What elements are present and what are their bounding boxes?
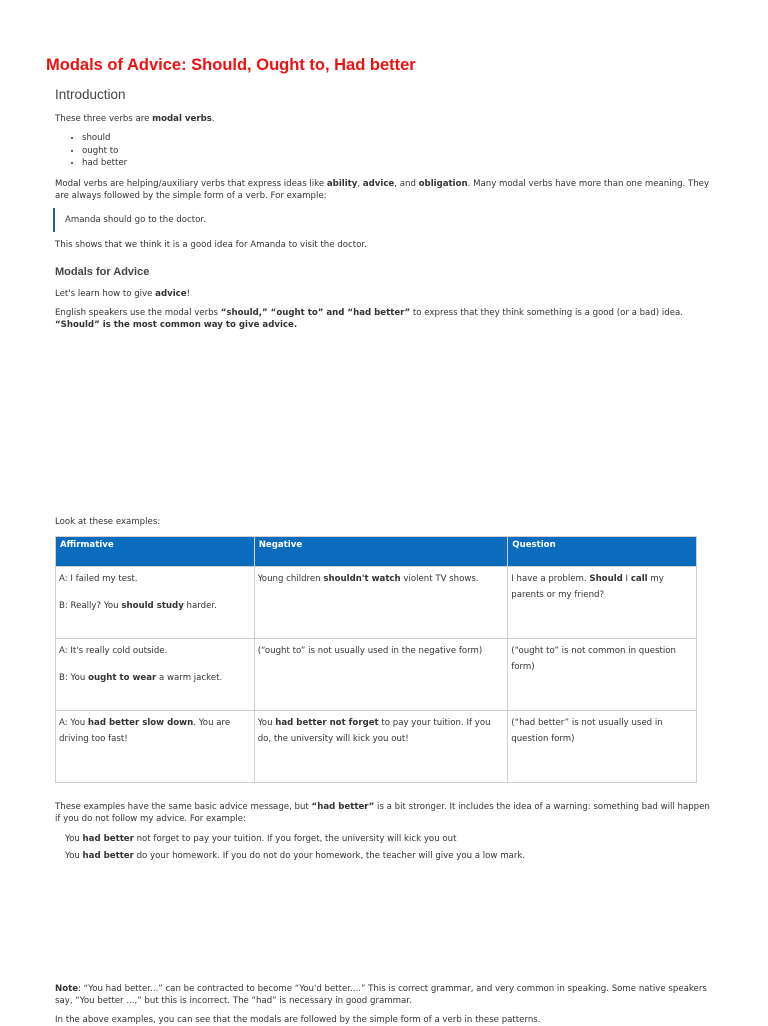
- text: Young children: [257, 574, 324, 584]
- table-row: [56, 711, 697, 783]
- cell-text: [258, 571, 505, 587]
- cell-text: (“ought to” is not usually used in the negative form): [257, 646, 483, 656]
- intro-text-end: .: [211, 114, 215, 124]
- cell-text: (“had better” is not usually used in question form): [511, 718, 663, 744]
- cell-affirmative: [56, 711, 255, 783]
- cell-text: (“ought to” is not common in question form): [511, 646, 676, 672]
- bold-advice: advice: [362, 179, 395, 189]
- text: You: [257, 718, 276, 728]
- text: to pay your tuition. If you do, the university will kick you out!: [257, 718, 491, 744]
- text: I: [622, 574, 631, 584]
- text: do your homework. If you do not do your homework, the teacher will give you a low mark.: [133, 851, 526, 861]
- note-paragraph: [55, 983, 715, 1007]
- text: B: You: [59, 673, 89, 683]
- bold-phrase: had better not forget: [275, 718, 379, 728]
- bold-phrase: had better slow down: [87, 718, 194, 728]
- text: . Many modal verbs have more than one meaning. They are always followed by the simple form of a verb. For example:: [55, 179, 710, 201]
- bold-had-better: “had better”: [311, 802, 375, 812]
- bold-phrase: should study: [121, 601, 184, 611]
- table-row: [56, 639, 697, 711]
- header-negative: Negative: [254, 537, 508, 567]
- modal-definition-paragraph: [55, 178, 715, 202]
- text: . You are driving too fast!: [59, 718, 231, 744]
- bold-had-better: had better: [82, 834, 134, 844]
- text: to express that they think something is a good (or a bad) idea.: [410, 308, 683, 318]
- bold-obligation: obligation: [418, 179, 468, 189]
- cell-text: [59, 715, 251, 747]
- introduction-heading: Introduction: [55, 87, 126, 102]
- table-row: [56, 567, 697, 639]
- bold-call: call: [630, 574, 648, 584]
- bold-modals: “should,” “ought to” and “had better”: [220, 308, 411, 318]
- bold-advice: advice: [155, 289, 187, 299]
- text: a warm jacket.: [156, 673, 223, 683]
- text: violent TV shows.: [400, 574, 479, 584]
- cell-question: [508, 567, 697, 639]
- cell-affirmative: [56, 639, 255, 711]
- text: harder.: [183, 601, 217, 611]
- examples-table: [55, 536, 697, 783]
- cell-question: [508, 711, 697, 783]
- look-at-examples: Look at these examples:: [55, 517, 161, 527]
- cell-affirmative: [56, 567, 255, 639]
- compare-paragraph: [55, 801, 715, 825]
- page-title: Modals of Advice: Should, Ought to, Had better: [46, 56, 416, 74]
- bold-phrase: shouldn't watch: [323, 574, 401, 584]
- quote-explanation: This shows that we think it is a good idea for Amanda to visit the doctor.: [55, 240, 367, 250]
- text: : “You had better...” can be contracted to become “You'd better....” This is correct grammar, and very common in speaking. Some native speakers say, “You better ...,” but this is incorrect. The “had” is necessary in good grammar.: [55, 984, 707, 1006]
- cell-question: [508, 639, 697, 711]
- cell-negative: [254, 639, 508, 711]
- text: English speakers use the modal verbs: [55, 308, 221, 318]
- list-item: • had better: [82, 157, 127, 170]
- text: You: [65, 851, 83, 861]
- text: my parents or my friend?: [511, 574, 664, 600]
- example-blockquote: Amanda should go to the doctor.: [53, 208, 206, 232]
- dialogue-line: A: It's really cold outside.: [59, 646, 168, 656]
- modals-for-advice-heading: Modals for Advice: [55, 266, 150, 278]
- cell-negative: [254, 567, 508, 639]
- text: not forget to pay your tuition. If you forget, the university will kick you out: [133, 834, 457, 844]
- text: !: [186, 289, 191, 299]
- speakers-paragraph: [55, 307, 715, 331]
- intro-text: These three verbs are: [55, 114, 153, 124]
- text: Let's learn how to give: [55, 289, 156, 299]
- text: These examples have the same basic advice message, but: [55, 802, 312, 812]
- bold-ability: ability: [326, 179, 358, 189]
- list-item: • should: [82, 132, 127, 145]
- header-affirmative: Affirmative: [56, 537, 255, 567]
- text: is a bit stronger. It includes the idea of a warning: something bad will happen if you do not follow my advice. For example:: [55, 802, 710, 824]
- list-item: • ought to: [82, 145, 127, 158]
- intro-bold: modal verbs: [152, 114, 212, 124]
- intro-paragraph: [55, 113, 715, 125]
- bold-phrase: ought to wear: [88, 673, 157, 683]
- text: B: Really? You: [59, 601, 122, 611]
- bold-should-common: “Should” is the most common way to give advice.: [55, 320, 298, 330]
- cell-text: [511, 571, 693, 603]
- header-question: Question: [508, 537, 697, 567]
- dialogue-line: [59, 670, 251, 686]
- example-sentence: [65, 850, 525, 862]
- text: , and: [394, 179, 419, 189]
- text: A: You: [59, 718, 88, 728]
- example-sentence: [65, 833, 456, 845]
- learn-paragraph: [55, 288, 715, 300]
- text: ,: [357, 179, 363, 189]
- text: Modal verbs are helping/auxiliary verbs that express ideas like: [55, 179, 327, 189]
- table-header-row: [56, 537, 697, 567]
- dialogue-line: [59, 598, 251, 614]
- cell-negative: [254, 711, 508, 783]
- bold-had-better: had better: [82, 851, 134, 861]
- bold-note: Note: [55, 984, 79, 994]
- dialogue-line: A: I failed my test.: [59, 574, 138, 584]
- closing-paragraph: In the above examples, you can see that the modals are followed by the simple form of a verb in these patterns.: [55, 1015, 541, 1025]
- text: You: [65, 834, 83, 844]
- cell-text: [258, 715, 505, 747]
- bold-should: Should: [589, 574, 623, 584]
- text: I have a problem.: [511, 574, 590, 584]
- modal-verb-list: [55, 132, 127, 170]
